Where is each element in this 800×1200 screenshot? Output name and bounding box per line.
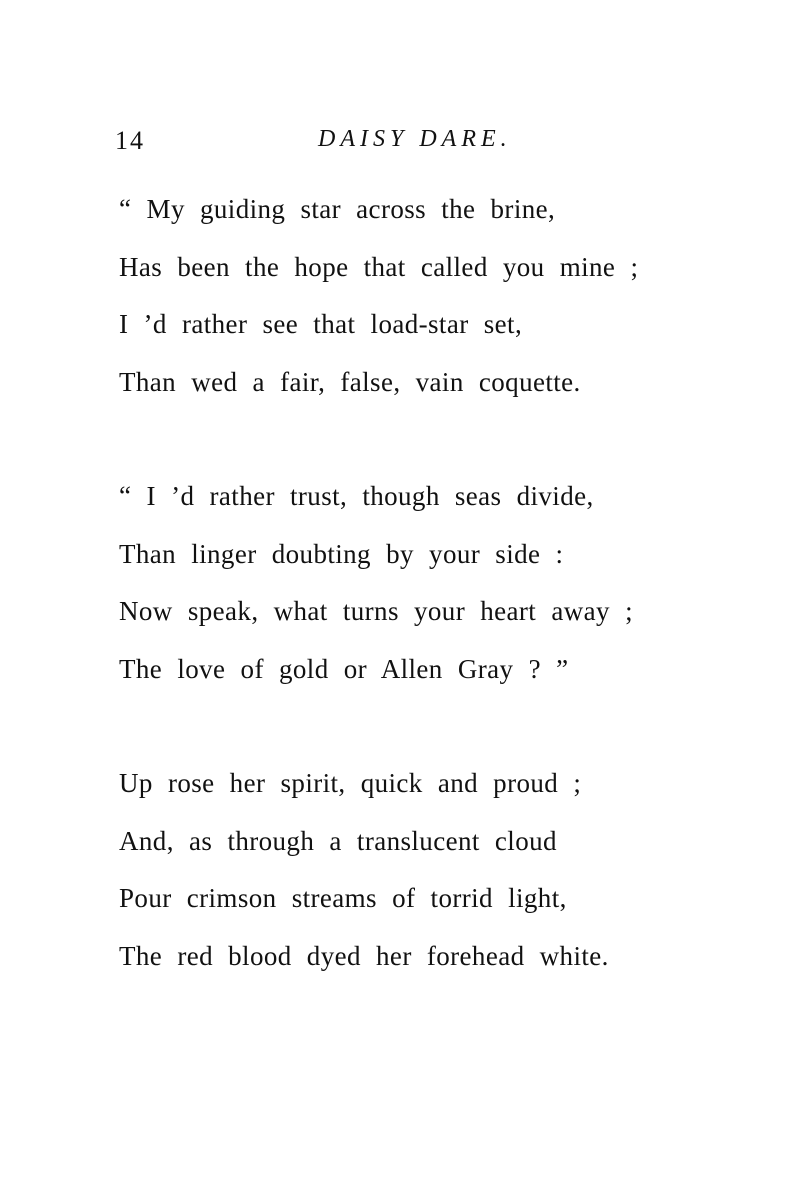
verse-line: Than wed a fair, false, vain coquette. (119, 366, 581, 397)
verse-line: Up rose her spirit, quick and proud ; (119, 768, 582, 798)
verse-line: “ I ’d rather trust, though seas divide, (119, 481, 594, 511)
verse-line: The red blood dyed her forehead white. (119, 940, 609, 971)
running-title: DAISY DARE. (318, 126, 512, 152)
stanza (119, 181, 638, 411)
verse-line: Now speak, what turns your heart away ; (119, 596, 633, 626)
verse-line: Has been the hope that called you mine ; (119, 251, 639, 282)
page-number: 14 (115, 126, 145, 155)
stanza (119, 468, 633, 698)
verse-line: Pour crimson streams of torrid light, (119, 883, 567, 913)
verse-line: I ’d rather see that load-star set, (119, 309, 523, 339)
verse-line: “ My guiding star across the brine, (119, 194, 556, 224)
verse-line: And, as through a translucent cloud (119, 825, 557, 856)
stanza (119, 755, 609, 985)
verse-line: The love of gold or Allen Gray ? ” (119, 653, 569, 684)
verse-line: Than linger doubting by your side : (119, 538, 564, 569)
